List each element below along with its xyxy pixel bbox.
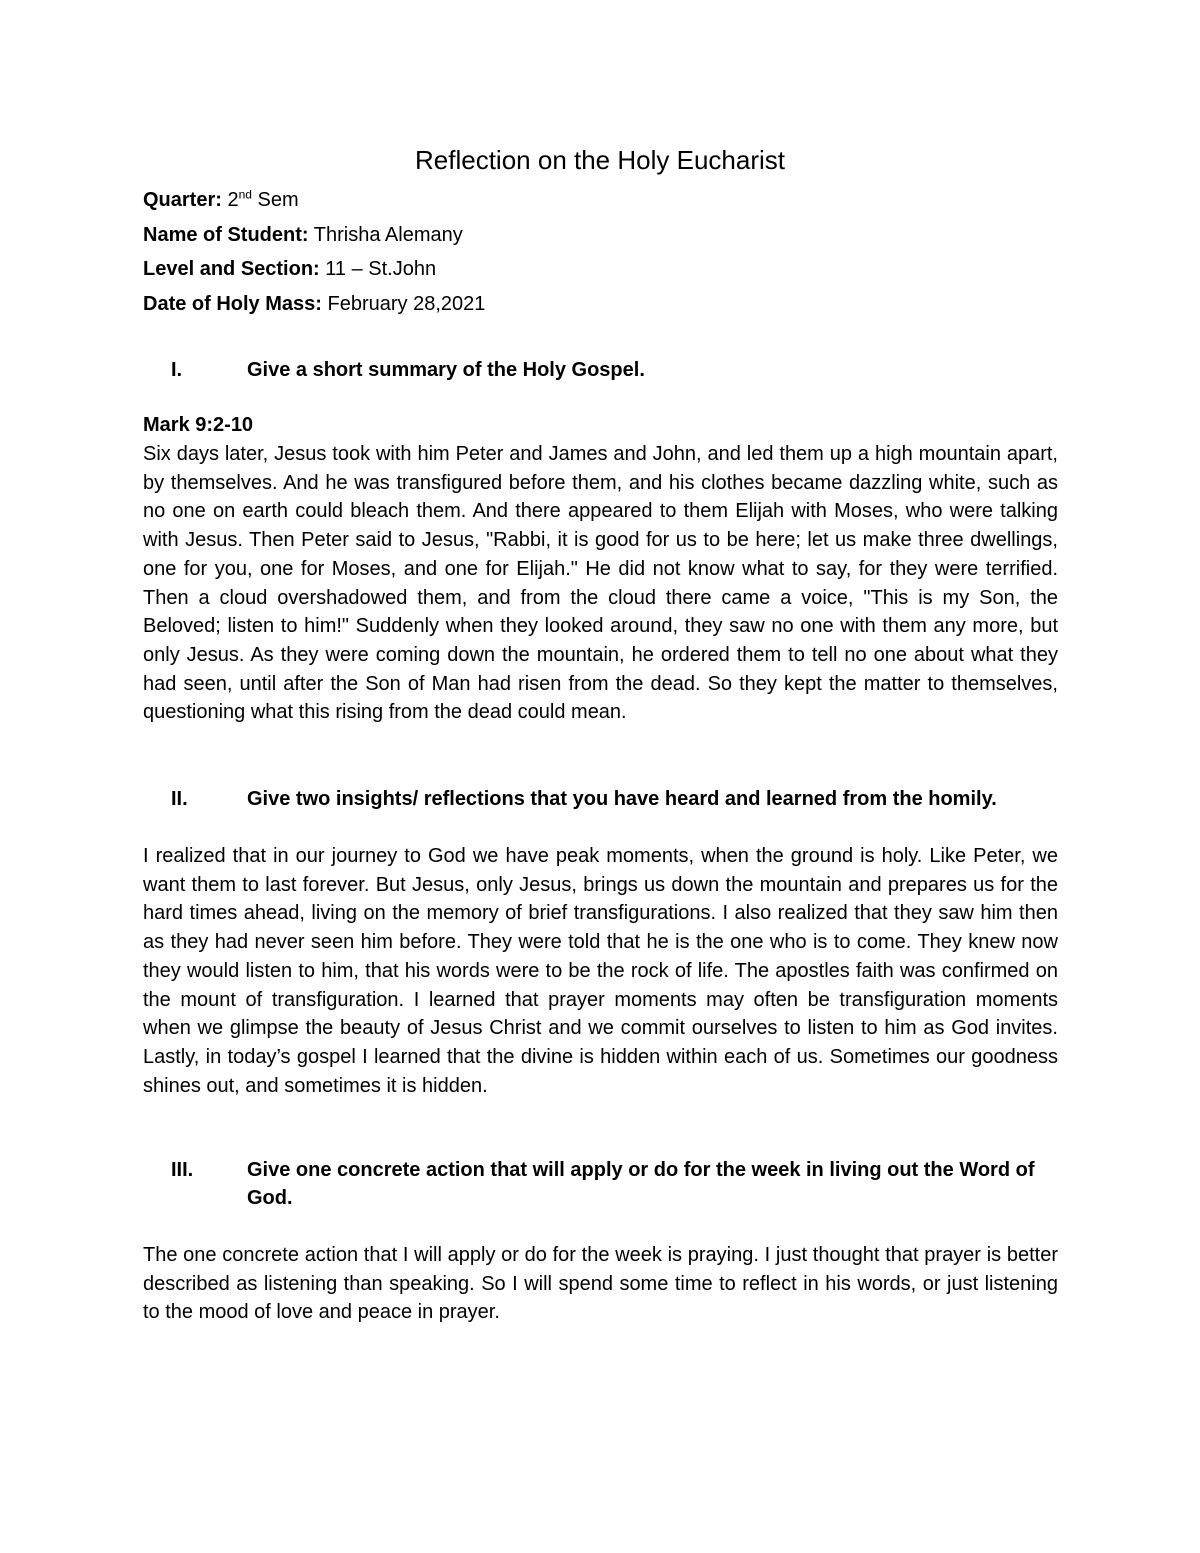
section-heading-text-2: Give two insights/ reflections that you have heard and learned from the homily. [247,788,997,810]
quarter-superscript: nd [238,187,252,202]
section-heading-1 [143,356,1063,384]
student-label: Name of Student: [143,224,309,246]
mass-date-label: Date of Holy Mass: [143,293,322,315]
gospel-summary-paragraph: Six days later, Jesus took with him Peter and James and John, and led them up a high mountain apart, by themselves. And he was transfigured before them, and his clothes became dazzling white, such as no one on earth could bleach them. And there appeared to them Elijah with Moses, who were talking with Jesus. Then Peter said to Jesus, "Rabbi, it is good for us to be here; let us make three dwellings, one for you, one for Moses, and one for Elijah." He did not know what to say, for they were terrified. Then a cloud overshadowed them, and from the cloud there came a voice, "This is my Son, the Beloved; listen to him!" Suddenly when they looked around, they saw no one with them any more, but only Jesus. As they were coming down the mountain, he ordered them to tell no one about what they had seen, until after the Son of Man had risen from the dead. So they kept the matter to themselves, questioning what this rising from the dead could mean. [143,443,1058,724]
section-label: Level and Section: [143,258,320,280]
section-heading-3 [143,1156,1063,1212]
quarter-label: Quarter: [143,189,222,211]
section-value: 11 – St.John [325,258,437,280]
section-heading-text-1: Give a short summary of the Holy Gospel. [247,359,645,381]
concrete-action-paragraph: The one concrete action that I will apply or do for the week is praying. I just thought that prayer is better described as listening than speaking. So I will spend some time to reflect in his words, or just listening to the mood of love and peace in prayer. [143,1244,1058,1324]
scripture-reference: Mark 9:2-10 [143,414,254,436]
homily-reflection-paragraph: I realized that in our journey to God we have peak moments, when the ground is holy. Like Peter, we want them to last forever. But Jesus, only Jesus, brings us down the mountain and prepares us for the hard times ahead, living on the memory of brief transfigurations. I also realized that they saw him then as they had never seen him before. They were told that he is the one who is to come. They knew now they would listen to him, that his words were to be the rock of life. The apostles faith was confirmed on the mount of transfiguration. I learned that prayer moments may often be transfiguration moments when we glimpse the beauty of Jesus Christ and we commit ourselves to listen to him as God invites. Lastly, in today’s gospel I learned that the divine is hidden within each of us. Sometimes our goodness shines out, and sometimes it is hidden. [143,845,1058,1097]
quarter-value: 2 [227,189,239,211]
section-heading-2 [143,785,1063,813]
mass-date-value: February 28,2021 [327,293,486,315]
student-value: Thrisha Alemany [313,224,463,246]
student-line [143,222,463,248]
document-title: Reflection on the Holy Eucharist [415,145,785,175]
quarter-line [143,187,299,213]
section-numeral-2: II. [171,788,188,810]
section-numeral-1: I. [171,359,183,381]
section-line [143,256,436,282]
mass-date-line [143,291,485,317]
quarter-suffix: Sem [251,189,299,211]
section-numeral-3: III. [171,1159,194,1181]
section-heading-text-3: Give one concrete action that will apply or do for the week in living out the Word of God. [247,1159,1035,1209]
